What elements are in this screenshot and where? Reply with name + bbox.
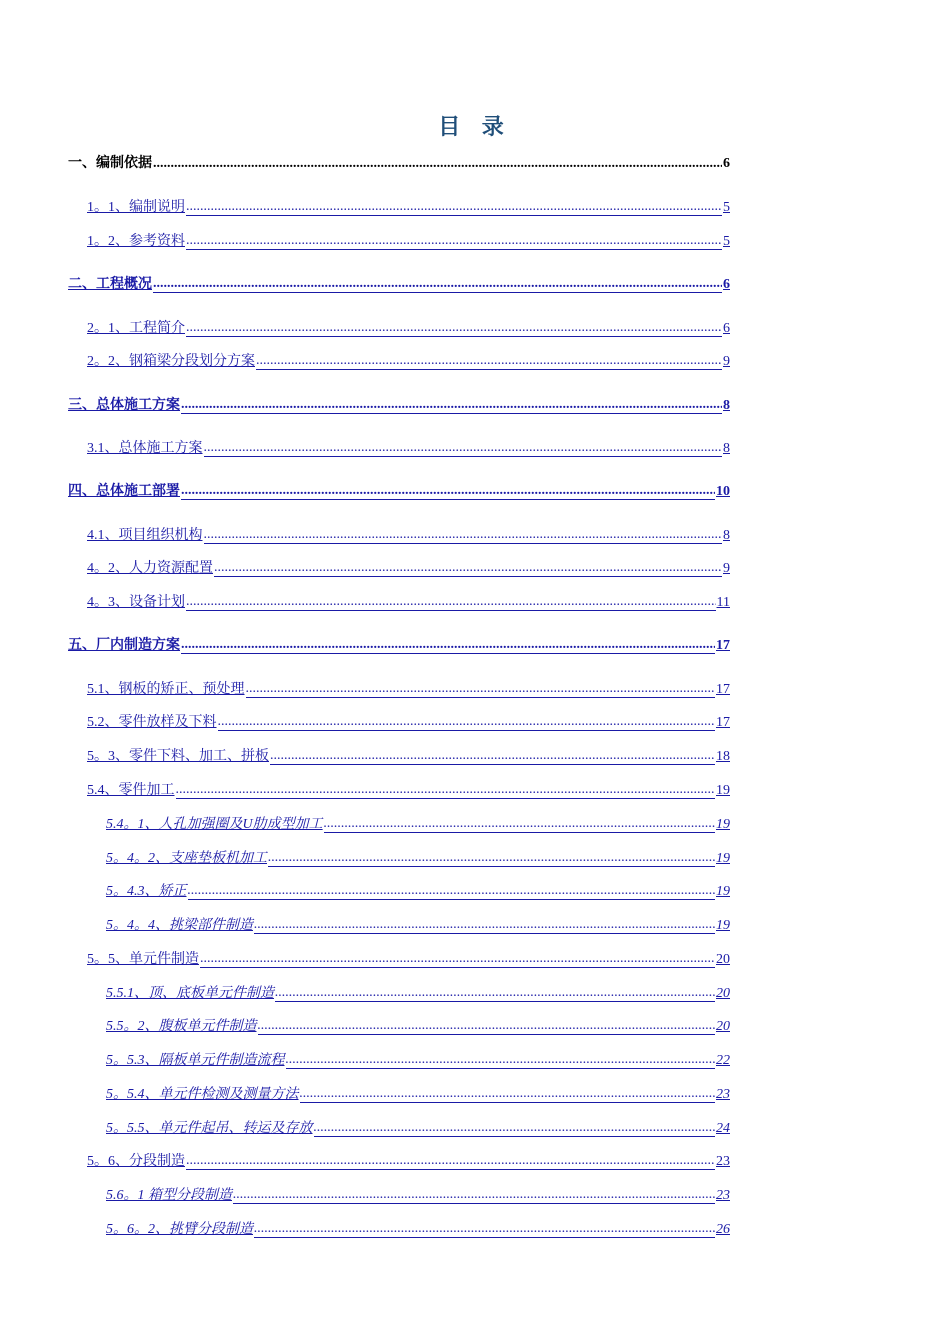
toc-entry-page: 23	[716, 1188, 730, 1203]
dot-leader	[204, 440, 723, 457]
toc-entry[interactable]	[106, 1218, 730, 1238]
toc-entry[interactable]	[68, 394, 730, 414]
toc-entry-page: 8	[723, 441, 730, 456]
toc-entry-page: 8	[723, 398, 730, 413]
toc-entry-label: 一、编制依据	[68, 156, 152, 171]
toc-entry[interactable]	[106, 1049, 730, 1069]
dot-leader	[200, 951, 715, 968]
toc-entry[interactable]	[87, 711, 730, 731]
toc-entry[interactable]	[68, 480, 730, 500]
toc-entry-label: 1。2、参考资料	[87, 234, 185, 249]
toc-entry[interactable]	[68, 152, 730, 172]
toc-entry-page: 17	[716, 638, 730, 653]
dot-leader	[270, 748, 715, 765]
toc-entry-label: 5.6。1 箱型分段制造	[106, 1188, 232, 1203]
toc-entry-label: 三、总体施工方案	[68, 398, 180, 413]
toc-entry-page: 17	[716, 682, 730, 697]
toc-entry[interactable]	[87, 678, 730, 698]
toc-entry-label: 2。1、工程简介	[87, 321, 185, 336]
toc-entry-page: 24	[716, 1121, 730, 1136]
toc-entry-page: 6	[723, 156, 730, 171]
toc-entry[interactable]	[106, 1117, 730, 1137]
toc-entry-label: 5.1、钢板的矫正、预处理	[87, 682, 245, 697]
dot-leader	[186, 199, 722, 216]
toc-entry-label: 5.4。1、人孔加强圈及U肋成型加工	[106, 817, 323, 832]
toc-entry-label: 5。5.5、单元件起吊、转运及存放	[106, 1121, 313, 1136]
dot-leader	[181, 483, 715, 500]
toc-entry-page: 19	[716, 817, 730, 832]
toc-entry-page: 5	[723, 234, 730, 249]
toc-entry[interactable]	[87, 196, 730, 216]
toc-entry-label: 4.1、项目组织机构	[87, 528, 203, 543]
toc-entry-label: 5。5.4、单元件检测及测量方法	[106, 1087, 299, 1102]
toc-entry-label: 5.2、零件放样及下料	[87, 715, 217, 730]
toc-entry-page: 9	[723, 354, 730, 369]
toc-entry[interactable]	[106, 813, 730, 833]
dot-leader	[258, 1018, 716, 1035]
dot-leader	[314, 1120, 716, 1137]
toc-entry-label: 5。4。2、支座垫板机加工	[106, 851, 267, 866]
toc-entry-page: 19	[716, 918, 730, 933]
toc-entry-label: 5.5.1、顶、底板单元件制造	[106, 986, 274, 1001]
toc-entry-page: 18	[716, 749, 730, 764]
toc-entry-label: 1。1、编制说明	[87, 200, 185, 215]
toc-entry[interactable]	[87, 437, 730, 457]
toc-title: 目 录	[438, 114, 512, 139]
toc-entry-label: 4。2、人力资源配置	[87, 561, 213, 576]
toc-entry[interactable]	[87, 230, 730, 250]
dot-leader	[246, 681, 716, 698]
toc-entry-page: 11	[716, 595, 730, 610]
toc-entry[interactable]	[106, 880, 730, 900]
dot-leader	[153, 276, 722, 293]
toc-entry-label: 2。2、钢箱梁分段划分方案	[87, 354, 255, 369]
dot-leader	[153, 156, 722, 172]
toc-entry-page: 5	[723, 200, 730, 215]
dot-leader	[214, 560, 722, 577]
toc-entry[interactable]	[87, 1150, 730, 1170]
toc-entry-page: 10	[716, 484, 730, 499]
toc-entry-label: 四、总体施工部署	[68, 484, 180, 499]
dot-leader	[254, 917, 715, 934]
toc-entry-label: 5。5.3、隔板单元件制造流程	[106, 1053, 285, 1068]
dot-leader	[275, 985, 715, 1002]
toc-entry[interactable]	[87, 524, 730, 544]
toc-entry[interactable]	[87, 948, 730, 968]
dot-leader	[186, 594, 716, 611]
dot-leader	[188, 883, 716, 900]
toc-entry-label: 5。4.3、矫正	[106, 884, 187, 899]
toc-entry[interactable]	[68, 634, 730, 654]
toc-entry-page: 6	[723, 277, 730, 292]
toc-entry-page: 22	[716, 1053, 730, 1068]
toc-entry-page: 19	[716, 851, 730, 866]
toc-entry-page: 17	[716, 715, 730, 730]
toc-entry-page: 26	[716, 1222, 730, 1237]
toc-entry-page: 20	[716, 952, 730, 967]
toc-entry-label: 二、工程概况	[68, 277, 152, 292]
toc-entry-page: 9	[723, 561, 730, 576]
toc-entry-page: 8	[723, 528, 730, 543]
dot-leader	[204, 527, 723, 544]
toc-entry-label: 5。6。2、挑臂分段制造	[106, 1222, 253, 1237]
dot-leader	[324, 816, 715, 833]
dot-leader	[268, 850, 715, 867]
dot-leader	[256, 353, 722, 370]
toc-entry-label: 五、厂内制造方案	[68, 638, 180, 653]
toc-entry[interactable]	[87, 557, 730, 577]
dot-leader	[181, 637, 715, 654]
dot-leader	[300, 1086, 716, 1103]
toc-entry[interactable]	[87, 317, 730, 337]
toc-entry[interactable]	[106, 982, 730, 1002]
dot-leader	[186, 320, 722, 337]
dot-leader	[181, 397, 722, 414]
toc-entry[interactable]	[106, 847, 730, 867]
dot-leader	[218, 714, 716, 731]
toc-entry[interactable]	[106, 914, 730, 934]
dot-leader	[186, 1153, 715, 1170]
toc-entry[interactable]	[87, 745, 730, 765]
toc-entry-label: 5.5。2、腹板单元件制造	[106, 1019, 257, 1034]
toc-entry-page: 6	[723, 321, 730, 336]
toc-entry-label: 5。5、单元件制造	[87, 952, 199, 967]
toc-entry-label: 3.1、总体施工方案	[87, 441, 203, 456]
toc-entry[interactable]	[106, 1015, 730, 1035]
toc-entry-page: 20	[716, 1019, 730, 1034]
toc-entry[interactable]	[87, 591, 730, 611]
toc-entry-page: 19	[716, 884, 730, 899]
toc-entry-page: 23	[716, 1087, 730, 1102]
toc-entry-page: 23	[716, 1154, 730, 1169]
toc-entry[interactable]	[106, 1083, 730, 1103]
toc-entry-label: 5。4。4、挑梁部件制造	[106, 918, 253, 933]
dot-leader	[233, 1187, 715, 1204]
toc-entry[interactable]	[87, 350, 730, 370]
dot-leader	[286, 1052, 716, 1069]
toc-entry[interactable]	[68, 273, 730, 293]
dot-leader	[176, 782, 716, 799]
toc-entry[interactable]	[106, 1184, 730, 1204]
toc-entry-page: 19	[716, 783, 730, 798]
toc-entry-label: 4。3、设备计划	[87, 595, 185, 610]
dot-leader	[186, 233, 722, 250]
dot-leader	[254, 1221, 715, 1238]
toc-entry-label: 5。3、零件下料、加工、拼板	[87, 749, 269, 764]
toc-entry[interactable]	[87, 779, 730, 799]
toc-entry-page: 20	[716, 986, 730, 1001]
toc-entry-label: 5。6、分段制造	[87, 1154, 185, 1169]
toc-entry-label: 5.4、零件加工	[87, 783, 175, 798]
